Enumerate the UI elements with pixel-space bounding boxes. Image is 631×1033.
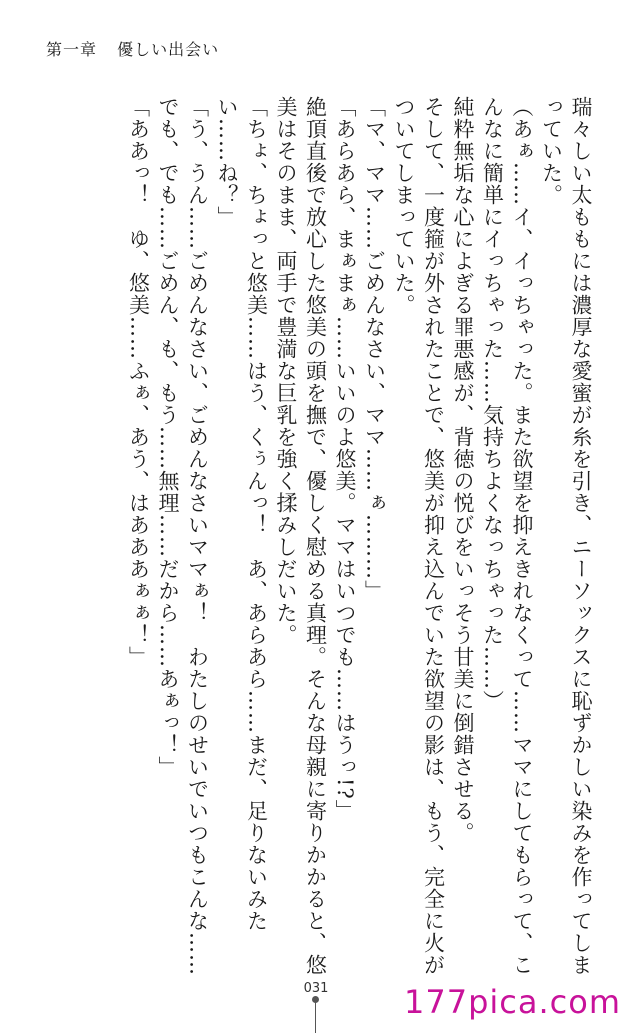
paragraph: 「ちょ、ちょっと悠美……はう、くぅんっ！ あ、あらあら……まだ、足りないみたい……ね？」: [215, 96, 269, 932]
paragraph: 絶頂直後で放心した悠美の頭を撫で、優しく慰める真理。そんな母親に寄りかかると、悠美はそのまま、両手で豊満な巨乳を強く揉みしだいた。: [274, 96, 328, 976]
page-number: 031: [303, 981, 329, 996]
watermark: 177pica.com: [404, 983, 621, 1021]
chapter-title: 優しい出会い: [117, 40, 220, 59]
folio-line: [315, 999, 316, 1033]
paragraph: そして、一度箍が外されたことで、悠美が抑え込んでいた欲望の影は、もう、完全に火がついてしまっていた。: [392, 96, 446, 976]
paragraph: （あぁ……イ、イっちゃった。また欲望を抑えきれなくって……ママにしてもらって、こんなに簡単にイっちゃった……気持ちよくなっちゃった……）: [480, 96, 534, 976]
novel-body: [35, 96, 595, 976]
paragraph: 「あらあら、まぁまぁ……いいのよ悠美。ママはいつでも……はうっ!?」: [333, 96, 357, 822]
paragraph: 純粋無垢な心によぎる罪悪感が、背徳の悦びをいっそう甘美に倒錯させる。: [451, 96, 475, 844]
running-header: [46, 37, 219, 60]
chapter-number: 第一章: [46, 40, 98, 59]
paragraph: 「ああっ！ ゆ、悠美……ふぁ、あう、はあああぁぁ！」: [126, 96, 151, 668]
paragraph: 「う、うん……ごめんなさい、ごめんなさいママぁ！ わたしのせいでいつもこんな……でも、でも……ごめん、も、もう……無理……だから……あぁっ！」: [156, 96, 210, 976]
paragraph: 瑞々しい太ももには濃厚な愛蜜が糸を引き、ニーソックスに恥ずかしい染みを作ってしまっていた。: [539, 96, 593, 976]
paragraph: 「マ、ママ……ごめんなさい、ママ……ぁ………」: [362, 96, 387, 602]
